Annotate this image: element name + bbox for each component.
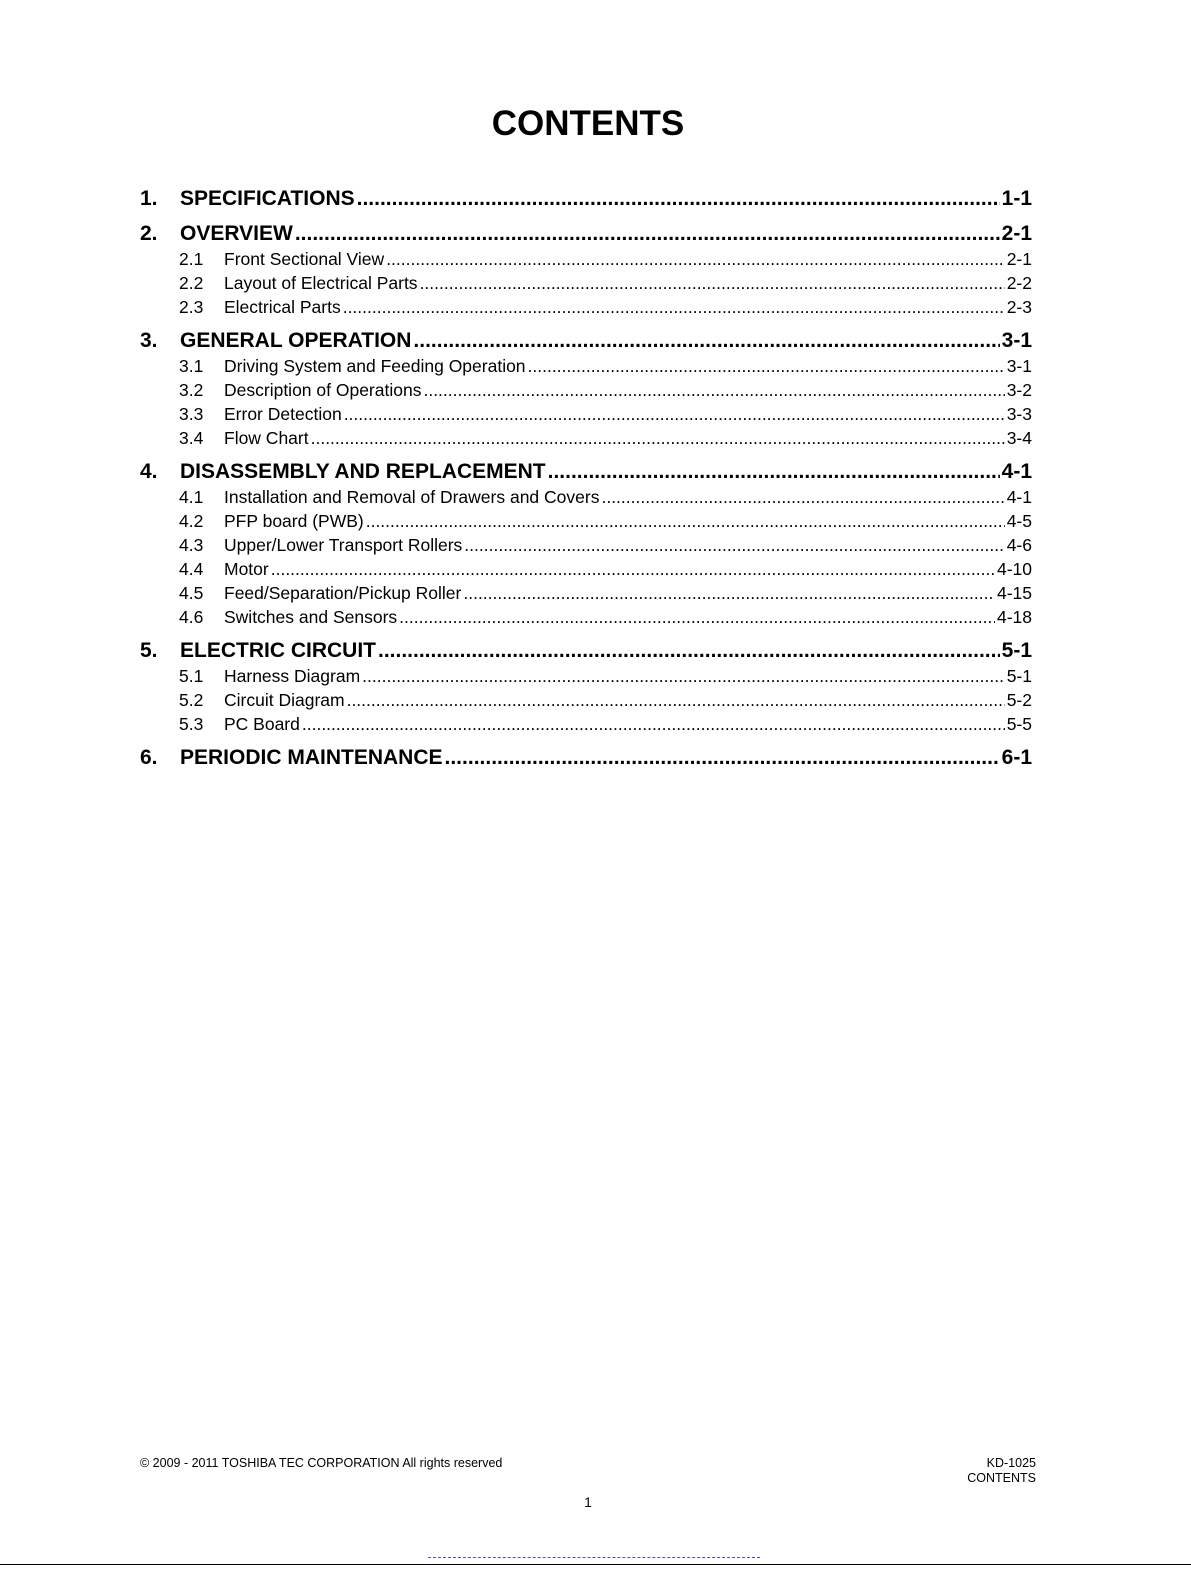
toc-section [140,638,1032,736]
chapter-page: 1-1 [1001,187,1032,210]
subsection-number: 3.2 [179,380,204,400]
chapter-title: PERIODIC MAINTENANCE [180,746,443,769]
toc-subsection-entry[interactable] [140,271,1032,295]
toc-subsection-entry[interactable] [140,605,1032,629]
bottom-rule [0,1564,1191,1565]
subsection-title: Circuit Diagram [224,690,345,710]
bottom-link-line [428,1557,760,1558]
toc-subsection-entry[interactable] [140,712,1032,736]
chapter-page: 2-1 [1001,222,1032,245]
subsection-number: 5.2 [179,690,204,710]
dot-leader [347,688,1005,712]
subsection-number: 5.1 [179,666,204,686]
dot-leader [311,426,1005,450]
subsection-page: 2-2 [1006,273,1032,293]
subsection-number: 4.2 [179,511,204,531]
subsection-page: 4-6 [1006,535,1032,555]
toc-chapter-entry[interactable] [140,221,1032,247]
subsection-number: 3.3 [179,404,204,424]
subsection-page: 3-2 [1006,380,1032,400]
chapter-title: SPECIFICATIONS [180,187,355,210]
subsection-number: 2.1 [179,249,204,269]
dot-leader [445,745,1000,771]
subsection-title: Feed/Separation/Pickup Roller [224,583,462,603]
subsection-number: 2.2 [179,273,204,293]
toc-section [140,221,1032,319]
dot-leader [302,712,1005,736]
subsection-title: Switches and Sensors [224,607,398,627]
toc-subsection-entry[interactable] [140,402,1032,426]
subsection-title: Front Sectional View [224,249,385,269]
chapter-number: 2. [140,222,158,245]
subsection-page: 5-5 [1006,714,1032,734]
chapter-number: 6. [140,746,158,769]
subsection-page: 4-15 [996,583,1032,603]
subsection-number: 4.6 [179,607,204,627]
dot-leader [295,221,1000,247]
subsection-number: 4.1 [179,487,204,507]
toc-chapter-entry[interactable] [140,745,1032,771]
subsection-title: Motor [224,559,269,579]
dot-leader [344,402,1005,426]
dot-leader [378,638,1000,664]
dot-leader [423,378,1004,402]
subsection-page: 2-3 [1006,297,1032,317]
subsection-page: 2-1 [1006,249,1032,269]
subsection-number: 4.4 [179,559,204,579]
toc-subsection-entry[interactable] [140,378,1032,402]
chapter-page: 5-1 [1001,639,1032,662]
dot-leader [271,557,995,581]
footer-section: CONTENTS [967,1471,1036,1485]
subsection-number: 5.3 [179,714,204,734]
page-title: CONTENTS [491,104,685,143]
subsection-title: PC Board [224,714,300,734]
subsection-page: 5-1 [1006,666,1032,686]
subsection-title: Description of Operations [224,380,422,400]
subsection-page: 4-18 [996,607,1032,627]
footer-doc-info [967,1456,1036,1486]
subsection-page: 3-3 [1006,404,1032,424]
toc-chapter-entry[interactable] [140,186,1032,212]
chapter-number: 4. [140,460,158,483]
subsection-number: 3.1 [179,356,204,376]
dot-leader [413,328,999,354]
toc-chapter-entry[interactable] [140,638,1032,664]
dot-leader [463,581,995,605]
toc-subsection-entry[interactable] [140,295,1032,319]
toc-section [140,459,1032,629]
dot-leader [601,485,1004,509]
chapter-page: 4-1 [1001,460,1032,483]
dot-leader [386,247,1005,271]
subsection-title: Flow Chart [224,428,309,448]
subsection-page: 4-5 [1006,511,1032,531]
subsection-title: Layout of Electrical Parts [224,273,418,293]
subsection-page: 4-1 [1006,487,1032,507]
toc-section [140,745,1032,771]
toc-section [140,186,1032,212]
subsection-page: 4-10 [996,559,1032,579]
chapter-title: OVERVIEW [180,222,293,245]
dot-leader [420,271,1005,295]
table-of-contents [140,186,1032,780]
chapter-number: 3. [140,329,158,352]
subsection-number: 4.5 [179,583,204,603]
dot-leader [343,295,1005,319]
subsection-number: 2.3 [179,297,204,317]
page-number: 1 [584,1494,592,1510]
dot-leader [366,509,1005,533]
subsection-number: 3.4 [179,428,204,448]
toc-subsection-entry[interactable] [140,354,1032,378]
chapter-page: 3-1 [1001,329,1032,352]
subsection-title: Harness Diagram [224,666,361,686]
subsection-page: 5-2 [1006,690,1032,710]
subsection-page: 3-4 [1006,428,1032,448]
chapter-title: ELECTRIC CIRCUIT [180,639,376,662]
chapter-title: GENERAL OPERATION [180,329,412,352]
dot-leader [399,605,995,629]
chapter-page: 6-1 [1001,746,1032,769]
chapter-title: DISASSEMBLY AND REPLACEMENT [180,460,546,483]
subsection-page: 3-1 [1006,356,1032,376]
toc-subsection-entry[interactable] [140,533,1032,557]
subsection-title: Driving System and Feeding Operation [224,356,526,376]
dot-leader [357,186,1000,212]
subsection-title: PFP board (PWB) [224,511,364,531]
toc-subsection-entry[interactable] [140,426,1032,450]
toc-subsection-entry[interactable] [140,509,1032,533]
toc-chapter-entry[interactable] [140,328,1032,354]
dot-leader [528,354,1005,378]
toc-subsection-entry[interactable] [140,485,1032,509]
toc-chapter-entry[interactable] [140,459,1032,485]
footer-model: KD-1025 [986,1456,1036,1470]
dot-leader [464,533,1004,557]
toc-subsection-entry[interactable] [140,557,1032,581]
subsection-title: Error Detection [224,404,342,424]
dot-leader [548,459,1000,485]
chapter-number: 1. [140,187,158,210]
toc-section [140,328,1032,450]
toc-subsection-entry[interactable] [140,664,1032,688]
subsection-title: Upper/Lower Transport Rollers [224,535,463,555]
toc-subsection-entry[interactable] [140,688,1032,712]
subsection-title: Installation and Removal of Drawers and Covers [224,487,600,507]
toc-subsection-entry[interactable] [140,581,1032,605]
chapter-number: 5. [140,639,158,662]
toc-subsection-entry[interactable] [140,247,1032,271]
subsection-title: Electrical Parts [224,297,341,317]
footer-copyright: © 2009 - 2011 TOSHIBA TEC CORPORATION All rights reserved [140,1456,503,1470]
subsection-number: 4.3 [179,535,204,555]
dot-leader [362,664,1005,688]
